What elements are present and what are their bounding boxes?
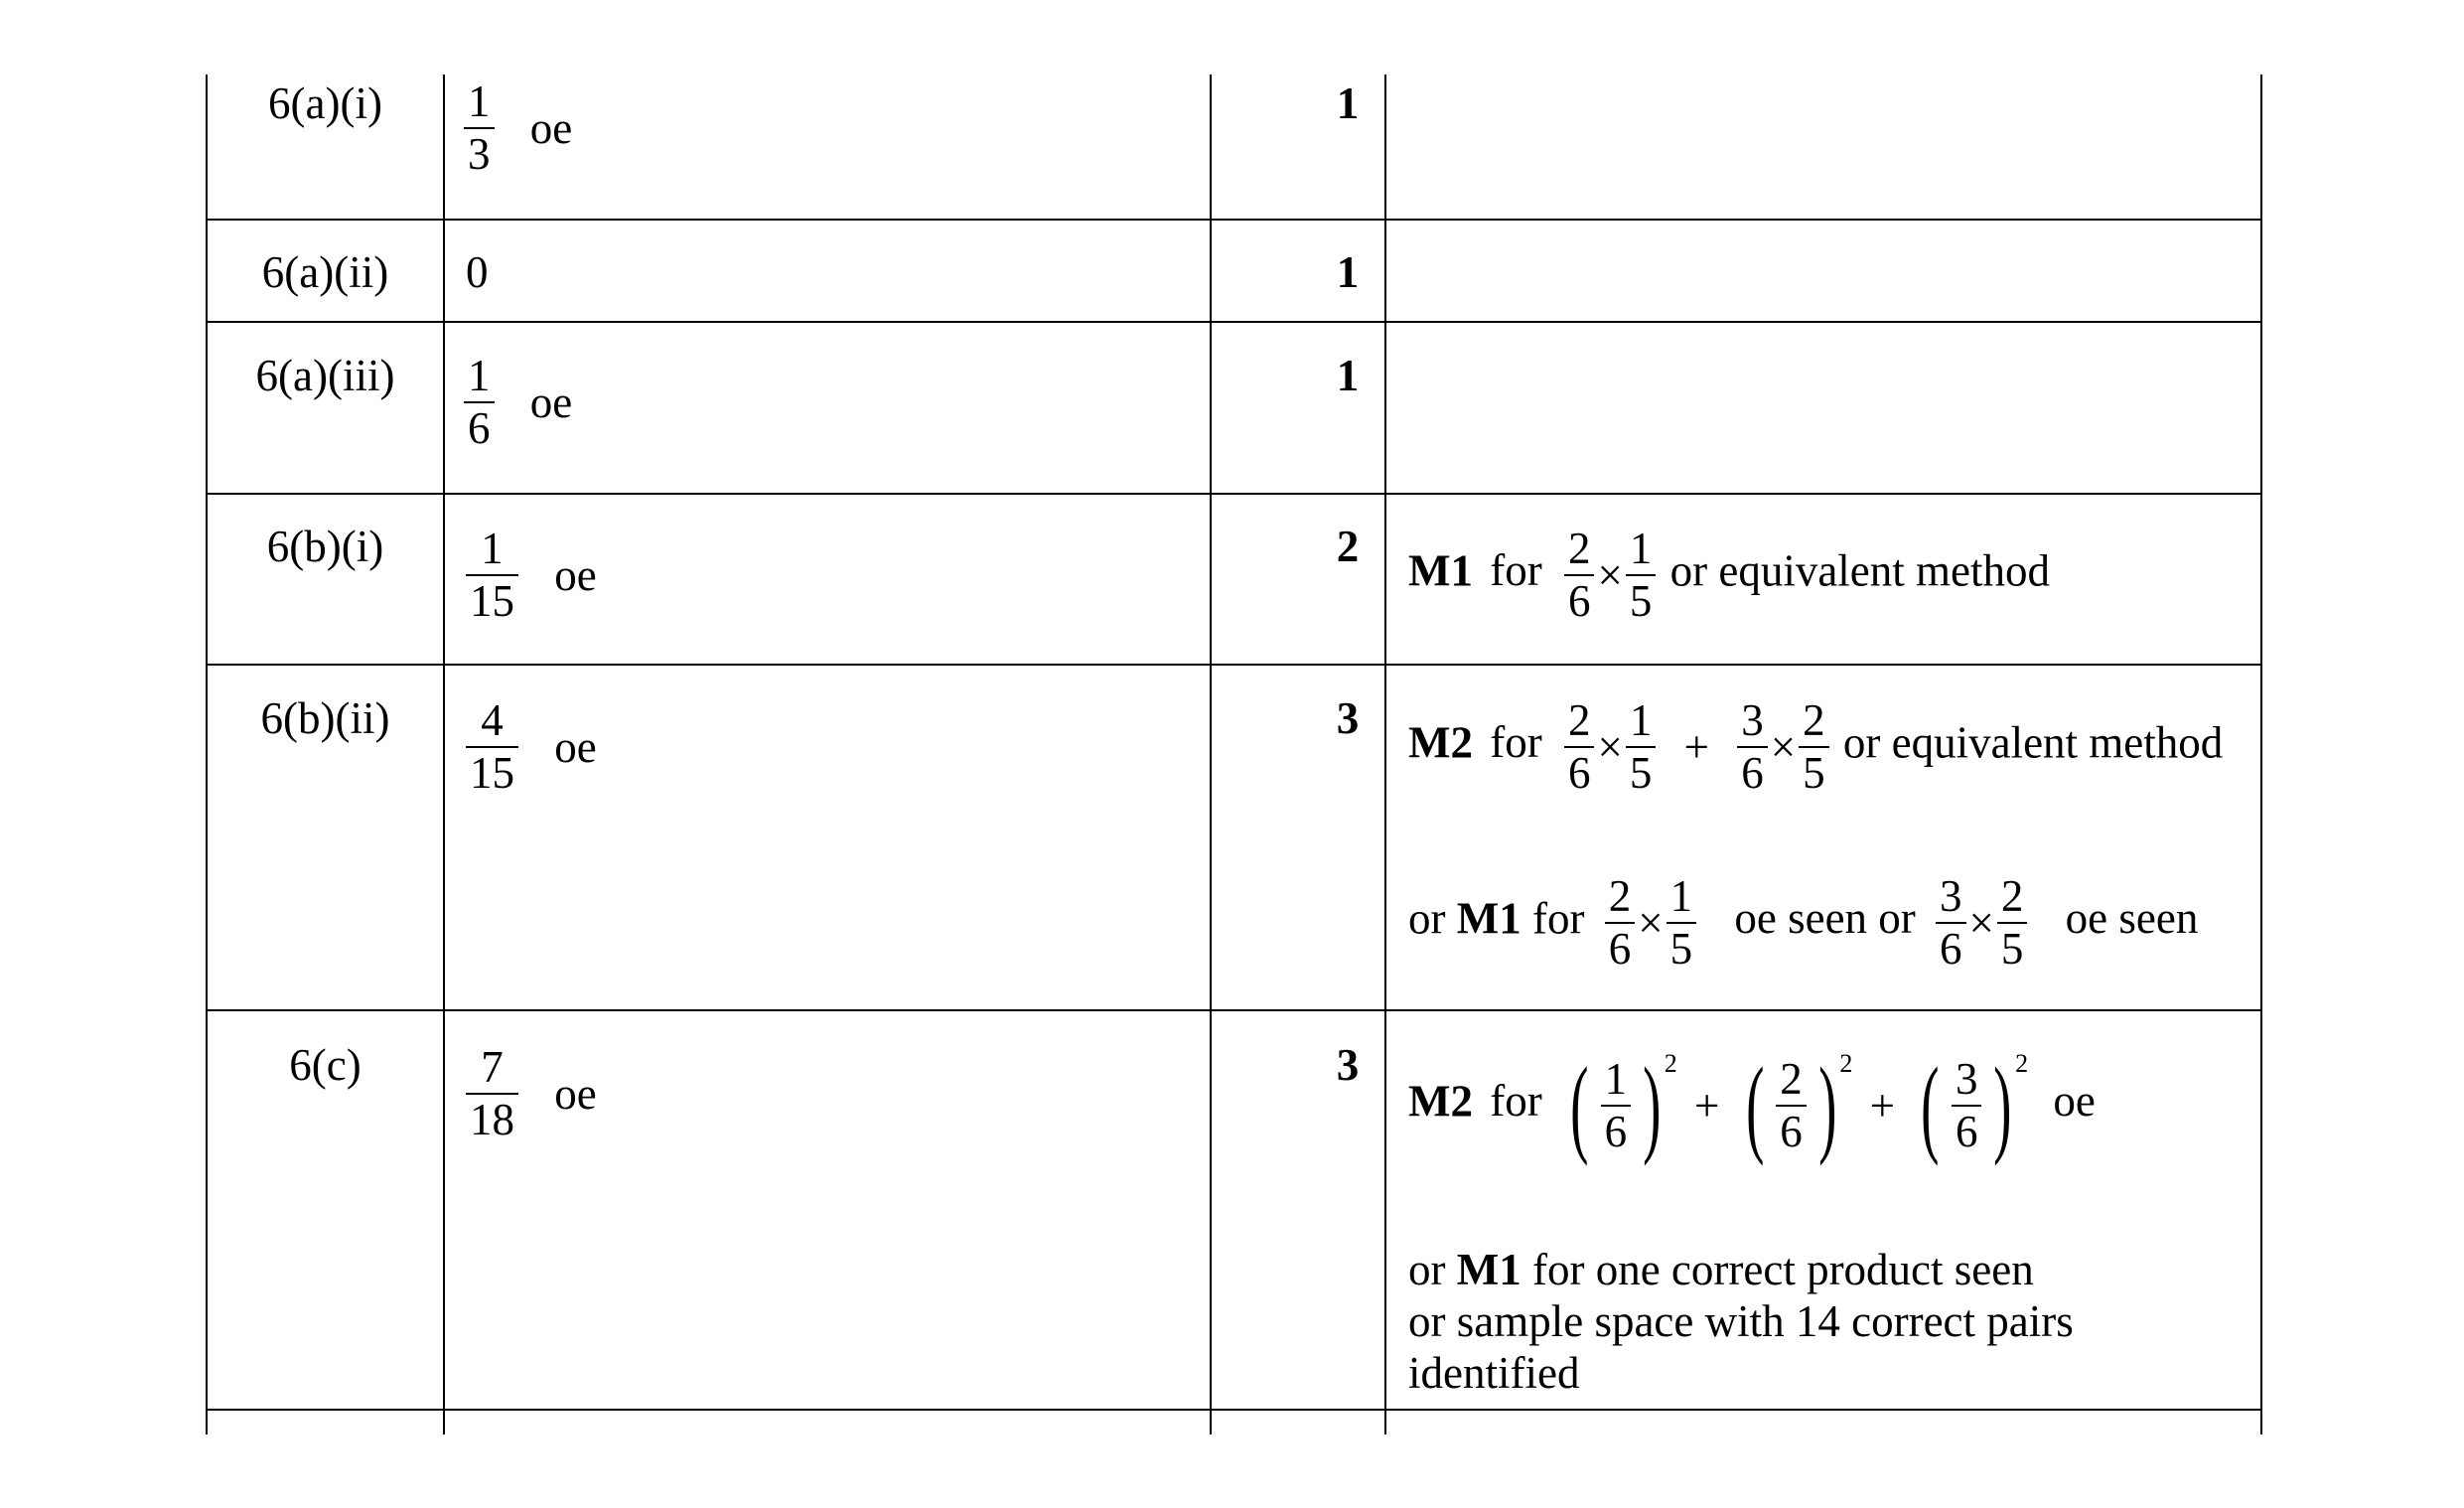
answer-fraction xyxy=(461,351,498,453)
marks-value: 3 xyxy=(1336,693,1360,743)
for-text: for xyxy=(1531,893,1585,944)
question-number: 6(a)(iii) xyxy=(255,351,395,400)
guidance-note-alternative xyxy=(1408,1244,2074,1399)
times-symbol: × xyxy=(1770,721,1797,772)
answer-fraction xyxy=(463,695,521,798)
question-number: 6(b)(i) xyxy=(266,522,384,571)
denominator: 5 xyxy=(1626,746,1657,796)
row-divider xyxy=(206,1409,2262,1411)
column-divider-marks xyxy=(1210,75,1212,1434)
alt-line-1 xyxy=(1408,1244,2074,1295)
fraction xyxy=(1623,695,1660,798)
method-mark-label: M1 xyxy=(1456,1245,1522,1294)
numerator: 2 xyxy=(1567,695,1591,745)
times-symbol: × xyxy=(1597,549,1623,600)
question-number: 6(a)(i) xyxy=(268,78,382,128)
numerator: 3 xyxy=(1955,1054,1978,1104)
fraction xyxy=(1949,1054,1985,1156)
numerator: 1 xyxy=(1604,1054,1628,1104)
marks-value: 1 xyxy=(1336,351,1360,400)
answer-suffix: oe xyxy=(554,549,597,600)
answer-cell xyxy=(463,695,603,798)
fraction xyxy=(1623,524,1660,626)
alt-text: for one correct product seen xyxy=(1531,1245,2034,1294)
denominator: 6 xyxy=(464,401,495,451)
right-paren: ) xyxy=(1817,1045,1837,1166)
denominator: 5 xyxy=(1667,922,1697,972)
numerator: 2 xyxy=(1803,695,1825,745)
method-mark-label: M2 xyxy=(1408,1076,1473,1127)
denominator: 3 xyxy=(464,127,495,177)
fraction xyxy=(1994,871,2031,974)
fraction xyxy=(1561,524,1598,626)
denominator: 15 xyxy=(466,746,518,796)
question-number: 6(a)(ii) xyxy=(261,247,389,297)
denominator: 18 xyxy=(466,1093,518,1142)
alt-line-2: or sample space with 14 correct pairs xyxy=(1408,1296,2074,1346)
denominator: 15 xyxy=(466,574,518,624)
answer-suffix: oe xyxy=(529,377,573,427)
for-text: for xyxy=(1490,717,1542,768)
denominator: 6 xyxy=(1605,922,1636,972)
numerator: 3 xyxy=(1741,695,1764,745)
marks-value: 1 xyxy=(1336,78,1360,128)
left-paren: ( xyxy=(1921,1045,1940,1166)
for-text: for xyxy=(1490,545,1542,596)
marks-value: 2 xyxy=(1336,522,1360,571)
method-tail: or equivalent method xyxy=(1669,545,2050,596)
guidance-note xyxy=(1408,1045,2096,1166)
fraction xyxy=(1734,695,1771,798)
numerator: 1 xyxy=(468,351,491,400)
denominator: 5 xyxy=(1626,574,1657,624)
times-symbol: × xyxy=(1638,897,1664,948)
column-divider-notes xyxy=(1384,75,1386,1434)
numerator: 1 xyxy=(481,524,504,573)
column-divider-answer xyxy=(443,75,445,1434)
row-divider xyxy=(206,219,2262,221)
method-mark-label: M2 xyxy=(1408,717,1473,768)
left-paren: ( xyxy=(1570,1045,1589,1166)
exponent: 2 xyxy=(1664,1049,1677,1078)
fraction xyxy=(1602,871,1639,974)
plus-symbol: + xyxy=(1869,1080,1896,1131)
exponent: 2 xyxy=(2015,1049,2029,1078)
denominator: 5 xyxy=(1799,746,1829,796)
right-paren: ) xyxy=(1993,1045,2012,1166)
fraction xyxy=(1561,695,1598,798)
fraction xyxy=(1773,1054,1810,1156)
row-divider xyxy=(206,493,2262,495)
times-symbol: × xyxy=(1597,721,1623,772)
answer-cell xyxy=(461,76,578,179)
answer-cell xyxy=(463,1042,603,1144)
answer-suffix: oe xyxy=(554,721,597,772)
method-mark-label: M1 xyxy=(1456,893,1522,944)
numerator: 1 xyxy=(468,76,491,126)
row-divider xyxy=(206,321,2262,323)
numerator: 7 xyxy=(481,1042,504,1092)
numerator: 2 xyxy=(1780,1054,1803,1104)
denominator: 6 xyxy=(1564,574,1595,624)
answer-cell xyxy=(463,524,603,626)
squared-term xyxy=(1737,1045,1853,1166)
fraction xyxy=(1933,871,1969,974)
method-mark-label: M1 xyxy=(1408,545,1473,596)
squared-term xyxy=(1561,1045,1677,1166)
exponent: 2 xyxy=(1839,1049,1853,1078)
numerator: 2 xyxy=(1567,524,1591,573)
alt-line-3: identified xyxy=(1408,1348,1580,1398)
fraction xyxy=(1598,1054,1635,1156)
answer-cell: 0 xyxy=(466,247,489,297)
method-tail: or equivalent method xyxy=(1842,717,2224,768)
table-border-right xyxy=(2260,75,2262,1434)
marks-value: 1 xyxy=(1336,247,1360,297)
row-divider xyxy=(206,664,2262,666)
answer-fraction xyxy=(461,76,498,179)
plus-symbol: + xyxy=(1694,1080,1720,1131)
numerator: 1 xyxy=(1629,695,1653,745)
denominator: 6 xyxy=(1601,1105,1632,1154)
plus-symbol: + xyxy=(1683,721,1709,772)
denominator: 6 xyxy=(1936,922,1966,972)
or-text: or xyxy=(1408,893,1446,944)
guidance-note xyxy=(1408,695,2224,798)
guidance-note xyxy=(1408,524,2050,626)
answer-fraction xyxy=(463,1042,521,1144)
seen-text: oe seen xyxy=(2065,893,2199,944)
numerator: 3 xyxy=(1940,871,1962,921)
numerator: 2 xyxy=(2000,871,2024,921)
fraction xyxy=(1796,695,1832,798)
for-text: for xyxy=(1490,1076,1542,1127)
numerator: 1 xyxy=(1629,524,1653,573)
denominator: 5 xyxy=(1997,922,2028,972)
right-paren: ) xyxy=(1643,1045,1662,1166)
method-tail: oe xyxy=(2053,1076,2096,1127)
or-text: or xyxy=(1408,1245,1446,1294)
denominator: 6 xyxy=(1776,1105,1807,1154)
seen-text: oe seen or xyxy=(1734,893,1916,944)
numerator: 4 xyxy=(481,695,504,745)
row-divider xyxy=(206,1009,2262,1011)
question-number: 6(b)(ii) xyxy=(260,693,390,743)
guidance-note-alternative xyxy=(1408,871,2199,974)
denominator: 6 xyxy=(1564,746,1595,796)
marks-value: 3 xyxy=(1336,1040,1360,1090)
answer-cell xyxy=(461,351,578,453)
answer-fraction xyxy=(463,524,521,626)
numerator: 2 xyxy=(1608,871,1632,921)
denominator: 6 xyxy=(1952,1105,1982,1154)
answer-suffix: oe xyxy=(554,1068,597,1119)
squared-term xyxy=(1912,1045,2029,1166)
answer-suffix: oe xyxy=(529,102,573,153)
times-symbol: × xyxy=(1968,897,1994,948)
fraction xyxy=(1664,871,1700,974)
question-number: 6(c) xyxy=(289,1040,362,1090)
numerator: 1 xyxy=(1669,871,1693,921)
denominator: 6 xyxy=(1737,746,1768,796)
left-paren: ( xyxy=(1745,1045,1765,1166)
